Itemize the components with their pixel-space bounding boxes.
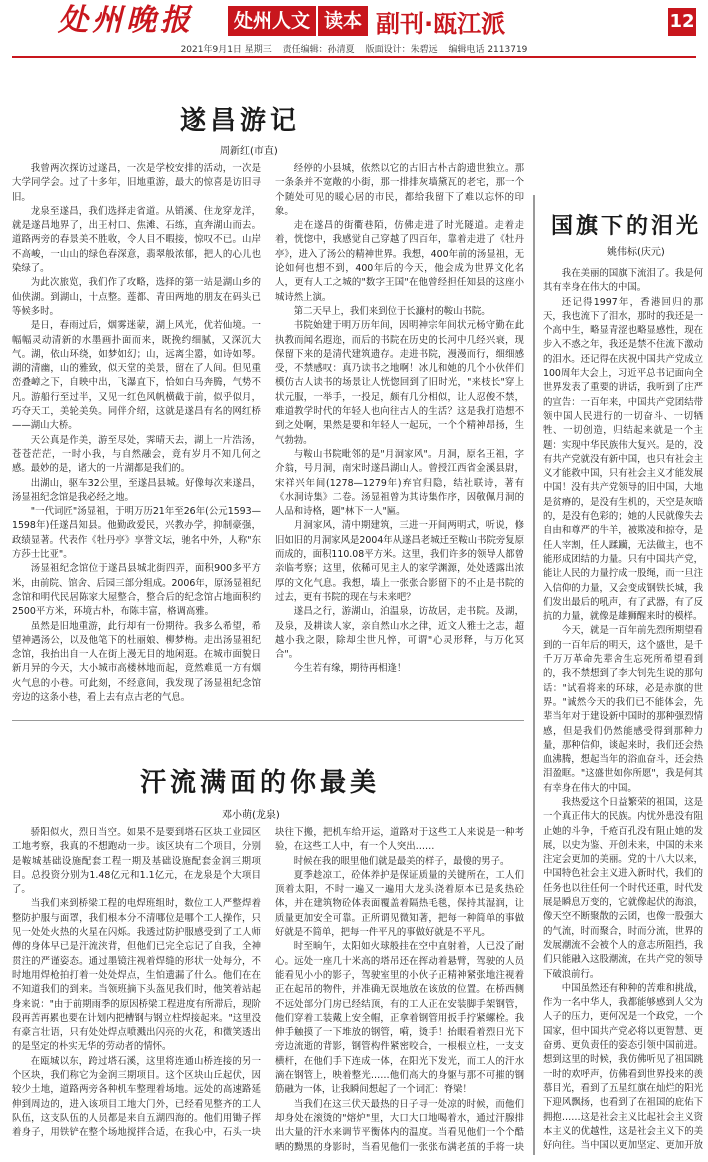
- paragraph: 龙泉至遂昌，我们选择走省道。从销溪、住龙穿龙洋，就是遂昌地界了，出王村口、焦滩、石练，直奔湖山而去。道路两旁的春景美不胜收，令人目不暇接，惊叹不已。山岸不高峻，一山山的绿色春深意，翡翠般浓郁，把人的心儿也染绿了。: [12, 205, 261, 275]
- paragraph: 走在遂昌的街衢巷陌，仿佛走进了时光隧道。走着走着，恍惚中，我感觉自己穿越了四百年，靠着走进了《牡丹亭》，进入了汤公的精神世界。我想，400年前的汤显祖，无论如何也想不到，400年后的今天，他会成为世界文化名人，更有人工之城的"数字王国"在他曾经担任知县的这座小城诗然上演。: [275, 220, 524, 303]
- paragraph: 今天，就是一百年前先烈所期望看到的一百年后的明天，这个盛世，是千千万万革命先辈舍生忘死所希望看到的，我不禁想到了李大钊先生说的那句话："试看将来的环球，必是赤旗的世界。"诚然今天的我们已不能体会，先辈当年对于建设新中国时的那种强烈情感，但是我们仍然能感受得到那种力量，那种信仰，谈起来时，我们还会热血沸腾，想起当年的浴血奋斗，还会热泪盈眶。"这盛世如你所愿"，我是何其有幸身在伟大的中国。: [543, 625, 703, 794]
- paragraph: 出湖山，驱车32公里，至遂昌县城。好像每次来遂昌，汤显祖纪念馆是我必经之地。: [12, 477, 261, 503]
- section-banner: [228, 6, 505, 36]
- article-title: 国旗下的泪光: [551, 213, 702, 239]
- section-c: 副刊·瓯江派: [376, 9, 506, 38]
- editor-credit: 责任编辑：孙清夏: [282, 45, 355, 55]
- article-title: 遂昌游记: [180, 106, 301, 136]
- paragraph: 在瓯城以东，跨过塔石溪，这里将连通山桥连接的另一个区块，我们称它为金润三期项目。这个区块山丘起伏，因较少土地，道路两旁各种机车整理着场地。远处的高速路延伸到周边的，进入该项目工地大门外，已经看见整齐的工人队伍，这支队伍的人员都是来自五湖四海的。他们用锄子挥着身子，用铁铲在整个场地搅拌合适，在我心中，石头一块块往下搬，把机车给开运，道路对于这些工人来说是一种考验，在这些工人中，有一个人突出……: [12, 827, 524, 1139]
- paragraph: 我曾两次探访过遂昌，一次是学校安排的活动，一次是大学同学会。过了十多年，旧地重游，最大的惊喜是访旧寻旧。: [12, 163, 261, 203]
- paragraph: 虽然是旧地重游，此行却有一份期待。我多么希望，希望神遇汤公，以及他笔下的杜丽娘、柳梦梅。走出汤显祖纪念馆，我抬出自一人在街上漫无目的地闲逛。在城市面貌日新月异的今天，大小城市高楼林地而起，竟然难觅一方有烟火气息的小巷。可此刻，不经意间，我发现了汤显祖纪念馆旁边的这条小巷，看上去有点古老的气息。: [12, 620, 261, 703]
- article-body: [12, 162, 524, 714]
- paragraph: 遂昌之行，游湖山，泊温泉，访故居，走书院。及湖，及泉，及耕读人家，亲自然山水之律，近文人雅士之志，超越小我之限，除却尘世凡悴，可谓"心灵形释，与万化冥合"。: [275, 606, 524, 661]
- paragraph: 为此次旅览，我们作了攻略，选择的第一站是湖山乡的仙侠湖。到湖山，十点整。莲都、青田两地的朋友在码头已等候多时。: [12, 277, 261, 317]
- section-a: 处州人文: [228, 6, 316, 36]
- paragraph: 夏季趁凉工，砼体养护是保证质量的关键所在，工人们顶着太阳，不时一遍又一遍用大龙头浇着原本已是炙热砼体，并在建筑物砼体表面覆盖着隔热毛毯，保持其湿润，让质量更加安全可靠。正所谓见微知著，把每一种简单的事做好就是不简单，把每一件平凡的事做好就是不平凡。: [275, 869, 524, 939]
- issue-date: 2021年9月1日 星期三: [180, 45, 272, 55]
- paper-name: 处州晚报: [58, 3, 194, 38]
- paragraph: 当我们来到桥梁工程的电焊班组时，数位工人严整焊着整防护服与面罩，我们根本分不清哪位是哪个工人操作，只见一处处火热的火星在闪烁。我透过防护服感受到了工人师傅的身体早已是汗流浃背，但他们已完全忘记了自我，全神贯注的严谨姿态。通过墨镜注视着焊缝的形状一处每分，不时地用焊枪拍打着一处处焊点，生怕遗漏了什么。他们在在不知道我们的到来。当领班摘下头盔见我们时，他笑着站起身来说："由于前期雨季的原因桥梁工程进度有所滞后，现阶段再苦再累也要在计划内把槽钢与钢立柱焊接起来。"这里没有豪言壮语，只有处处焊点喷溅出闪亮的火花，和微笑透出的是坚定的朴实无华的劳动者的情怀。: [12, 898, 261, 1053]
- article-title: 汗流满面的你最美: [140, 768, 381, 798]
- paragraph: 中国虽然还有种种的苦难和挑战，作为一名中华人，我都能够感到人父为人子的压力，更何况是一个政党，一个国家，但中国共产党必将以更智慧、更奋勇、更负责任的姿态引领中国前进。想到这里的时候，我仿佛听见了祖国跳一时的欢呼声，仿佛看到世界投来的羡慕目光，看到了五星红旗在灿烂的阳光下迎风飘扬，也看到了在祖国的庇佑下拥抱……这是社会主义比起社会主义资本主义的优越性，这是社会主义下的美好向往。当中国以更加坚定、更加开放: [543, 982, 703, 1151]
- paragraph: 月洞家风，清中期建筑，三进一开间两明式，听说，修旧如旧的月洞家风是2004年从遂昌老城迁至鞍山书院旁复原而成的，面积110.08平方米。这里，我们许多的领导人都曾亲临考察；这里，依稀可见主人的家学渊源，处处透露出浓厚的文化气息。我想，墙上一张张合影留下的不止是书院的过去，更有书院的现在与未来吧？: [275, 520, 524, 603]
- paragraph: 第二天早上，我们来到位于长濂村的鞍山书院。: [293, 305, 491, 317]
- divider: [12, 720, 524, 721]
- paragraph: 时候在我的眼里他们就是最美的样子，最傻的男子。: [293, 855, 510, 867]
- editor-phone: 编辑电话 2113719: [448, 45, 528, 55]
- paragraph: 是日，春雨过后，烟雾迷蒙，湖上风光，优若仙境。一幅幅灵动清新的水墨画扑面而来，既挽约细腻，又深沉大气。湖，依山环绕，如梦如幻；山，远离尘嚣，如诗如琴。湖的清幽，山的雅致，似天堂的美景，留在了人间。但见重峦叠嶂之下，自映中出，飞瀑直下，恰如白马奔腾，气势不凡。游船行至过半，又见一红色风帆横截于前，似乎似月，巧夺天工，美轮美奂。同伴介绍，这就是遂昌有名的网红桥——湖山大桥。: [12, 320, 261, 432]
- masthead-rule: [12, 56, 696, 58]
- paragraph: "一代词匠"汤显祖，于明万历21年至26年(公元1593—1598年)任遂昌知县。他勤政爱民，兴教办学，抑制豪强，政绩显著。代表作《牡丹亭》享誉文坛，驰名中外，人称"东方莎士比亚"。: [12, 506, 261, 561]
- paragraph: 骄阳似火，烈日当空。如果不是要到塔石区块工业园区工地考察，我真的不想跑动一步。该区块有二个项目，分别是鞍城基础设施配套工程一期及基础设施配套金润三期项目。总投资分别为1.48亿元和1.1亿元，在龙泉是个大项目了。: [12, 827, 261, 896]
- section-b: 读本: [318, 6, 368, 36]
- paragraph: 经停的小县城，依然以它的古旧古朴古韵遗世独立。那一条条并不宽敞的小街，那一排排灰墙黛瓦的老宅，那一个个随处可见的暖心居的市民，都给我留下了难以忘怀的印象。: [275, 163, 524, 217]
- article-byline: 邓小萌(龙泉): [222, 810, 280, 821]
- page-number: 12: [668, 8, 696, 36]
- paragraph: 我在美丽的国旗下流泪了。我是何其有幸身在伟大的中国。: [543, 268, 703, 294]
- paragraph: 汤显祖纪念馆位于遂昌县城北街四弄，面积900多平方米，由前院、馆舍、后园三部分组成。2006年，原汤显祖纪念馆和明代民居陈家大屋整合，整合后的纪念馆占地面积约2500平方米，环境古朴，布陈丰富，格调高雅。: [12, 563, 261, 618]
- masthead: [0, 0, 708, 56]
- paragraph: 天公真是作美，游至尽处，霁晴天去，湖上一片浩汤，苍苍茫茫，一时小我，与自然融会，竟有岁月不知几何之感。最妙的是，诸大的一片湖都是我们的。: [12, 434, 261, 475]
- article-body: [543, 267, 703, 1151]
- paragraph: 与鞍山书院毗邻的是"月洞家风"。月洞，原名王祖，字介翁，号月洞，南宋时遂昌湖山人。曾授江西省金溪县尉，宋祥兴年间(1278—1279年)弃官归隐，结社联诗，著有《水洞诗集》二卷。汤显祖曾为其诗集作序，因敬佩月洞的人品和诗格，题"林下一人"匾。: [275, 448, 524, 518]
- paragraph: 我热爱这个日益繁荣的祖国，这是一个真正伟大的民族。内忧外患没有阻止她的斗争，千疮百孔没有阻止她的发展，以史为鉴、开创未来，中国的未来注定会更加的美丽。党的十八大以来，中国特色社会主义进入新时代，我们的任务也以往任何一个时代还重，时代发展是瞬息万变的，它就像起伏的海浪，像天空不断聚散的云团，也像一股强大的气流，时而聚合，时而分流，世界的发展潮流不会被个人的意志所阻挡，我们只能融入这股潮流，在共产党的领导下破浪前行。: [543, 796, 703, 980]
- paragraph: 时至晌午，太阳如火球般挂在空中直射着，人已没了耐心。远处一座几十米高的塔吊还在挥动着悬臂，驾驶的人员能看见小小的影子，驾驶室里的小伙子正精神紧张地注视着正在起吊的物件，并准确无误地放在该放的位置。在桥西侧不远处部分门房已经结顶，有的工人正在安装脚手架钢管，他们穿着工装戴上安全帽，正拿着钢管用扳手拧紧螺栓。我伸手触摸了一下堆放的钢管，嗬，烫手！抬眼看着烈日光下旁边流逝的背影，钢管构件紧密咬合，一根根立柱，一支支横杆，在他们手下连成一体，在阳光下发光，而工人的汗水滴在钢管上，映着整光……他们高大的身躯与那不可摧的钢筋融为一体，让我瞬间想起了一个词汇：脊梁！: [275, 941, 524, 1096]
- paragraph: 书院始建于明万历年间，因明神宗年间状元杨守勤在此执教而闻名遐迩，而后的书院在历史的长河中几经兴衰，现保留下来的是清代建筑遗存。走进书院，漫漫而行，细细感受，不禁感叹：真乃读书之地啊！冰儿和她的几个小伙伴们模仿古人读书的场景让人恍惚回到了旧时光，"来枝长"穿上状元服，一举手，一投足，颇有几分相似，让人忍俊不禁，难道教学时代的年轻人也向往古人的生活？这是我打造想不到之处啊，果然是要和年轻人一起玩，一个个精神昂扬，生气勃勃。: [275, 320, 524, 446]
- paragraph: 今生若有缘，期待再相逢！: [293, 663, 407, 675]
- issue-info: [0, 42, 708, 55]
- designer-credit: 版面设计：朱碧远: [365, 45, 438, 55]
- paragraph: 还记得1997年，香港回归的那天，我也流下了泪水，那时的我还是一个高中生，略显青涩也略显感性，现在步入不惑之年，我还是禁不住流下激动的泪水。还记得在庆祝中国共产党成立100周年大会上，习近平总书记面向全世界发表了重要的讲话，我听到了庄严的宣告：一百年来，中国共产党团结带领中国人民进行的一切奋斗、一切牺牲、一切创造，归结起来就是一个主题：实现中华民族伟大复兴。是的，没有共产党就没有新中国，也只有社会主义才能救中国，只有社会主义才能发展中国！没有共产党领导的旧中国，大地是贫瘠的，是没有生机的，天空是灰暗的，是没有色彩的；她的人民就像失去自由和尊严的牛羊，被欺凌和掠夺，是任人宰割，任人蹂躏，无法做主，也不能形成团结的力量。只有中国共产党，能让人民的力量拧成一股绳，而一旦注入信仰的力量，又会变成钢铁长城，我们发出最后的吼声，有了武器，有了反抗的力量，就像是雄狮醒来时的模样。: [543, 296, 703, 623]
- article-body: [12, 826, 524, 1156]
- sidebar: [533, 195, 706, 1155]
- paragraph: 当我们在这三伏天最热的日子寻一处凉的时候，而他们却身处在滚烫的"熔炉"里，大口大口地喝着水，通过汗腺排出大量的汗水来调节平衡体内的温度。当看见他们一个个酷晒的黝黑的身影时，当看见他们一张张布满老茧的手将一块: [275, 1098, 524, 1153]
- article-byline: 姚伟标(庆元): [607, 247, 665, 258]
- article-byline: 周新红(市直): [220, 146, 278, 157]
